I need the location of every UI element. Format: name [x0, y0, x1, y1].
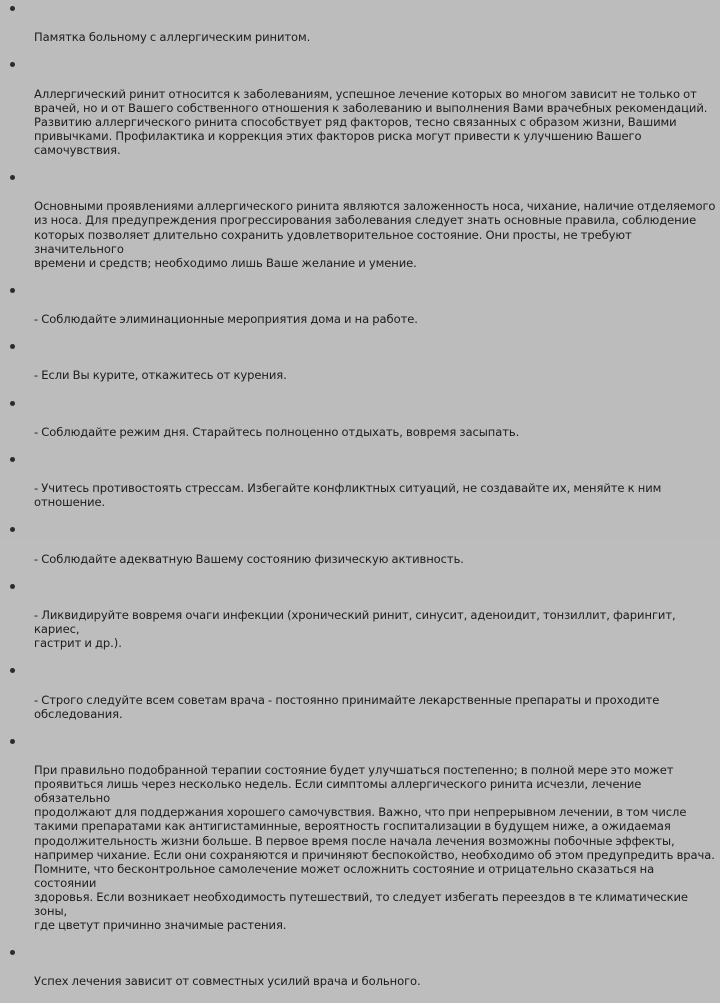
- bullet-point-icon: [10, 344, 15, 349]
- bullet-point-icon: [10, 175, 15, 180]
- bullet-text: Аллергический ринит относится к заболеваниям, успешное лечение которых во многом зависит не только от врачей, но и от Вашего собственного отношения к заболеванию и выполнения Вами врачебных рекомендаций. Развитию аллергического ринита способствует ряд факторов, тесно связанных с образом жизни, Вашими привычками. Профилактика и коррекция этих факторов риска могут привести к улучшению Вашего самочувствия.: [34, 86, 708, 157]
- bullet-point-icon: [10, 401, 15, 406]
- bullet-item: [0, 171, 716, 284]
- bullet-text: - Строго следуйте всем советам врача - постоянно принимайте лекарственные препараты и проходите обследования.: [34, 692, 660, 721]
- bullet-point-icon: [10, 950, 15, 955]
- bullet-point-icon: [10, 527, 15, 532]
- bullet-text: Памятка больному с аллергическим ринитом.: [34, 30, 311, 45]
- bullet-item: [0, 58, 716, 171]
- bullet-item: [0, 284, 716, 340]
- bullet-text: - Ликвидируйте вовремя очаги инфекции (хронический ринит, синусит, аденоидит, тонзиллит, фарингит, кариес, гастрит и др.).: [34, 608, 676, 651]
- bullet-item: [0, 664, 716, 734]
- bullet-text: Успех лечения зависит от совместных усилий врача и больного.: [34, 974, 421, 989]
- bullet-item: [0, 397, 716, 453]
- bullet-item: [0, 523, 716, 579]
- bullet-text: - Соблюдайте адекватную Вашему состоянию физическую активность.: [34, 551, 464, 566]
- bullet-item: [0, 735, 716, 946]
- bullet-point-icon: [10, 584, 15, 589]
- bullet-point-icon: [10, 288, 15, 293]
- bullet-point-icon: [10, 457, 15, 462]
- bullet-point-icon: [10, 6, 15, 11]
- bullet-item: [0, 453, 716, 523]
- bullet-text: - Если Вы курите, откажитесь от курения.: [34, 368, 287, 383]
- bullet-text: При правильно подобранной терапии состояние будет улучшаться постепенно; в полной мере это может проявиться лишь через несколько недель. Если симптомы аллергического ринита исчезли, лечение обязательно продолжают для поддержания хорошего самочувствия. Важно, что при непрерывном лечении, в том числе такими препаратами как антигистаминные, вероятность госпитализации в будущем ниже, а ожидаемая продолжительность жизни больше. В первое время после начала лечения возможны побочные эффекты, например чихание. Если они сохраняются и причиняют беспокойство, необходимо об этом предупредить врача. Помните, что бесконтрольное самолечение может осложнить состояние и отрицательно сказаться на состоянии здоровья. Если возникает необходимость путешествий, то следует избегать переездов в те климатические зоны, где цветут причинно значимые растения.: [34, 763, 715, 933]
- bullet-item: [0, 2, 716, 58]
- bullet-point-icon: [10, 739, 15, 744]
- bullet-text: Основными проявлениями аллергического ринита являются заложенность носа, чихание, наличие отделяемого из носа. Для предупреждения прогрессирования заболевания следует знать основные правила, соблюдение которых позволяет длительно сохранить удовлетворительное состояние. Они просты, не требуют значительного времени и средств; необходимо лишь Ваше желание и умение.: [34, 199, 716, 270]
- bullet-point-icon: [10, 62, 15, 67]
- bullet-point-icon: [10, 668, 15, 673]
- bullet-item: [0, 946, 716, 1002]
- bullet-text: - Соблюдайте элиминационные мероприятия дома и на работе.: [34, 312, 418, 327]
- bullet-list: [0, 2, 716, 1003]
- bullet-text: - Соблюдайте режим дня. Старайтесь полноценно отдыхать, вовремя засыпать.: [34, 424, 520, 439]
- bullet-item: [0, 340, 716, 396]
- bullet-item: [0, 580, 716, 665]
- bullet-text: - Учитесь противостоять стрессам. Избегайте конфликтных ситуаций, не создавайте их, меняйте к ним отношение.: [34, 481, 662, 510]
